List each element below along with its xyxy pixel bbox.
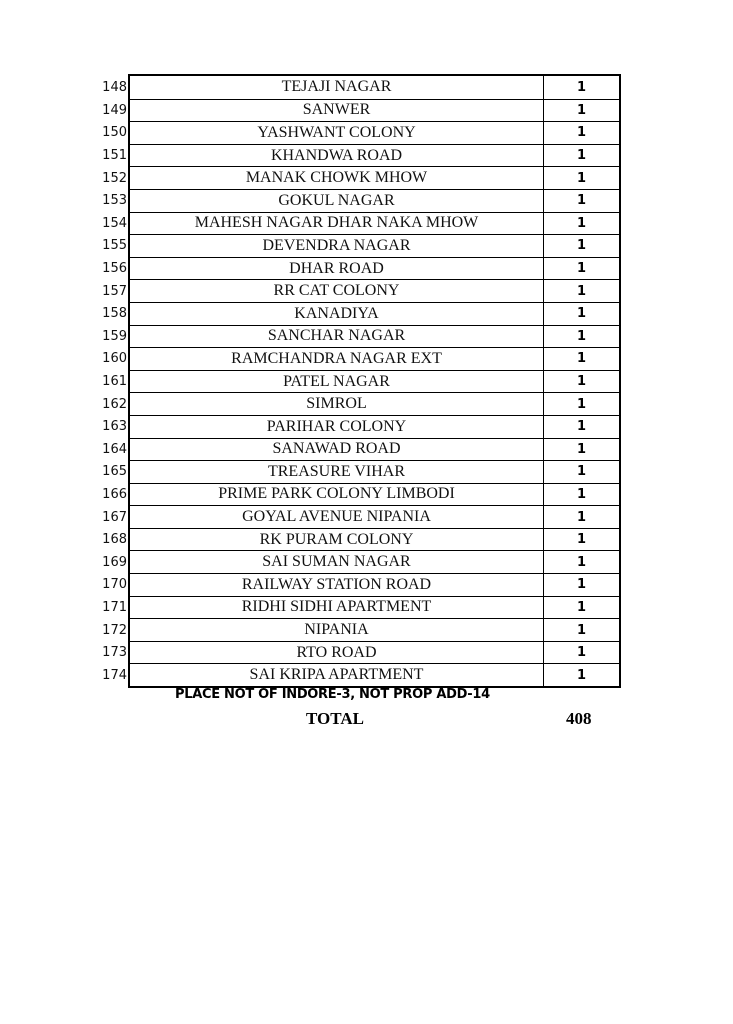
total-label: TOTAL bbox=[306, 709, 364, 728]
table-row bbox=[102, 325, 619, 348]
row-number: 149 bbox=[102, 102, 127, 118]
place-count: 1 bbox=[576, 509, 587, 525]
row-number: 160 bbox=[102, 351, 127, 367]
row-number: 155 bbox=[102, 238, 127, 254]
place-name: KANADIYA bbox=[130, 303, 544, 325]
row-number: 153 bbox=[102, 193, 127, 209]
place-count: 1 bbox=[576, 351, 587, 367]
place-name: SANAWAD ROAD bbox=[130, 439, 544, 461]
place-name: DEVENDRA NAGAR bbox=[130, 235, 544, 257]
place-count: 1 bbox=[576, 306, 587, 322]
footnote: PLACE NOT OF INDORE-3, NOT PROP ADD-14 bbox=[175, 687, 490, 702]
row-number: 157 bbox=[102, 283, 127, 299]
table-row bbox=[102, 166, 619, 189]
place-count: 1 bbox=[576, 193, 587, 209]
place-count: 1 bbox=[576, 102, 587, 118]
table-row bbox=[102, 415, 619, 438]
places-table bbox=[102, 74, 621, 688]
table-row bbox=[102, 144, 619, 167]
table-row bbox=[102, 189, 619, 212]
table-row bbox=[102, 212, 619, 235]
place-count: 1 bbox=[576, 374, 587, 390]
place-name: RIDHI SIDHI APARTMENT bbox=[130, 597, 544, 619]
row-number: 169 bbox=[102, 554, 127, 570]
place-count: 1 bbox=[576, 261, 587, 277]
table-row bbox=[102, 596, 619, 619]
table-row bbox=[102, 121, 619, 144]
row-number: 156 bbox=[102, 261, 127, 277]
row-number: 148 bbox=[102, 79, 127, 95]
place-name: YASHWANT COLONY bbox=[130, 122, 544, 144]
table-row bbox=[102, 663, 619, 686]
row-number: 163 bbox=[102, 419, 127, 435]
row-number: 150 bbox=[102, 125, 127, 141]
total-value: 408 bbox=[566, 709, 592, 728]
place-name: SANWER bbox=[130, 100, 544, 122]
row-number: 171 bbox=[102, 599, 127, 615]
place-name: SAI KRIPA APARTMENT bbox=[130, 664, 544, 686]
place-count: 1 bbox=[576, 622, 587, 638]
place-count: 1 bbox=[576, 667, 587, 683]
place-name: SAI SUMAN NAGAR bbox=[130, 551, 544, 573]
place-count: 1 bbox=[576, 148, 587, 164]
table-row bbox=[102, 370, 619, 393]
table-row bbox=[102, 99, 619, 122]
row-number: 167 bbox=[102, 509, 127, 525]
row-number: 174 bbox=[102, 667, 127, 683]
place-name: RAILWAY STATION ROAD bbox=[130, 574, 544, 596]
row-number: 166 bbox=[102, 486, 127, 502]
place-name: PATEL NAGAR bbox=[130, 371, 544, 393]
row-number: 159 bbox=[102, 328, 127, 344]
place-name: SIMROL bbox=[130, 393, 544, 415]
table-row bbox=[102, 302, 619, 325]
place-name: TEJAJI NAGAR bbox=[130, 76, 544, 99]
row-number: 162 bbox=[102, 396, 127, 412]
row-number: 161 bbox=[102, 374, 127, 390]
row-number: 164 bbox=[102, 441, 127, 457]
place-count: 1 bbox=[576, 599, 587, 615]
table-row bbox=[102, 76, 619, 99]
place-count: 1 bbox=[576, 554, 587, 570]
place-name: RR CAT COLONY bbox=[130, 280, 544, 302]
place-name: RK PURAM COLONY bbox=[130, 529, 544, 551]
place-name: RAMCHANDRA NAGAR EXT bbox=[130, 348, 544, 370]
place-count: 1 bbox=[576, 328, 587, 344]
place-name: GOKUL NAGAR bbox=[130, 190, 544, 212]
place-count: 1 bbox=[576, 79, 587, 95]
place-count: 1 bbox=[576, 532, 587, 548]
row-number: 170 bbox=[102, 577, 127, 593]
table-row bbox=[102, 573, 619, 596]
table-row bbox=[102, 279, 619, 302]
table-row bbox=[102, 438, 619, 461]
place-count: 1 bbox=[576, 577, 587, 593]
row-number: 158 bbox=[102, 306, 127, 322]
table-row bbox=[102, 460, 619, 483]
place-name: MANAK CHOWK MHOW bbox=[130, 167, 544, 189]
place-count: 1 bbox=[576, 215, 587, 231]
table-row bbox=[102, 505, 619, 528]
table-row bbox=[102, 347, 619, 370]
row-number: 152 bbox=[102, 170, 127, 186]
table-row bbox=[102, 618, 619, 641]
place-count: 1 bbox=[576, 238, 587, 254]
place-count: 1 bbox=[576, 170, 587, 186]
place-name: KHANDWA ROAD bbox=[130, 145, 544, 167]
table-row bbox=[102, 528, 619, 551]
place-count: 1 bbox=[576, 283, 587, 299]
place-count: 1 bbox=[576, 486, 587, 502]
place-count: 1 bbox=[576, 396, 587, 412]
place-count: 1 bbox=[576, 441, 587, 457]
place-name: GOYAL AVENUE NIPANIA bbox=[130, 506, 544, 528]
place-count: 1 bbox=[576, 645, 587, 661]
row-number: 154 bbox=[102, 215, 127, 231]
place-name: NIPANIA bbox=[130, 619, 544, 641]
row-number: 172 bbox=[102, 622, 127, 638]
place-count: 1 bbox=[576, 419, 587, 435]
place-name: RTO ROAD bbox=[130, 642, 544, 664]
row-number: 165 bbox=[102, 464, 127, 480]
table-row bbox=[102, 550, 619, 573]
table-row bbox=[102, 257, 619, 280]
table-row bbox=[102, 641, 619, 664]
row-number: 173 bbox=[102, 645, 127, 661]
place-count: 1 bbox=[576, 464, 587, 480]
place-count: 1 bbox=[576, 125, 587, 141]
table-row bbox=[102, 392, 619, 415]
table-row bbox=[102, 483, 619, 506]
table-row bbox=[102, 234, 619, 257]
place-name: PARIHAR COLONY bbox=[130, 416, 544, 438]
place-name: MAHESH NAGAR DHAR NAKA MHOW bbox=[130, 213, 544, 235]
place-name: DHAR ROAD bbox=[130, 258, 544, 280]
row-number: 151 bbox=[102, 148, 127, 164]
row-number: 168 bbox=[102, 532, 127, 548]
place-name: PRIME PARK COLONY LIMBODI bbox=[130, 484, 544, 506]
place-name: SANCHAR NAGAR bbox=[130, 326, 544, 348]
place-name: TREASURE VIHAR bbox=[130, 461, 544, 483]
